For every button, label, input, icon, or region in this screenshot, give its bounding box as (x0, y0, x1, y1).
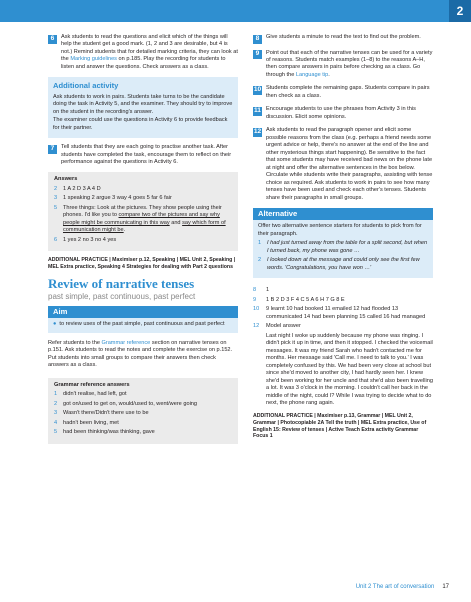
key-row (253, 323, 433, 330)
refer-paragraph (48, 340, 238, 370)
answer-row (54, 205, 232, 235)
answer-key (253, 287, 433, 407)
section-subtitle: past simple, past continuous, past perfect (48, 291, 196, 301)
answers-heading: Answers (54, 176, 78, 183)
page-footer (356, 583, 449, 591)
step-text-part: on p.185. Play the recording for students to listen and answer the questions. Check answers as a class. (61, 56, 226, 70)
key-row (253, 287, 433, 294)
answer-row (54, 186, 232, 193)
grammar-answers-box (48, 378, 238, 444)
step-text: Ask students to read the paragraph opener and elicit some possible reasons from the class (e.g. perhaps a friend needs some urgent advice or help, there's no answer at the end of the line and other mysterious things start happening). Be sensitive to the fact that some students may have received bad news on the phone late at night and offer the alternative sentences in the box below. Circulate while students write their paragraphs, assisting with tense choice as required. Ask students to work in pairs to see how many tenses have been used and check each other's tenses. Students share their paragraphs in small groups. (266, 127, 433, 201)
additional-activity-box (48, 77, 238, 138)
step-number: 10 (253, 86, 262, 94)
step-number: 9 (253, 50, 262, 59)
item-number: 1 (258, 240, 262, 247)
refer-text-part: section on narrative tenses on p.151. Ask students to read the notes and complete the exercise on p.152. Put students into small groups to compare their answers then check answers as a class. (48, 339, 233, 369)
answers-box (48, 172, 238, 251)
key-text: 1 B 2 D 3 F 4 C 5 A 6 H 7 G 8 E (266, 296, 345, 303)
step-11 (253, 106, 433, 121)
step-number: 12 (253, 127, 262, 135)
step-text-part: Point out that each of the narrative tenses can be used for a variety of reasons. Students match examples (1–8) to the reasons A–H, then compare answers in pairs before checking as a class. Go through the (266, 49, 433, 78)
model-answer: Last night I woke up suddenly because my phone was ringing. I didn't pick it up in time, and then it stopped. I checked the voicemail messages. It was my friend Sarah who hadn't contacted me for months. Her message said 'Call me. I need to talk to you.' I was completely confused by this. We had been very close at school but since she'd moved to another city, I had hardly seen her. I knew she'd been working for her uncle and that she'd also been travelling a lot. It was 3 o'clock in the morning. I couldn't call her back in the middle of the night, could I? While I was trying to decide what to do next, the phone rang again. (266, 332, 433, 407)
additional-practice-note: ADDITIONAL PRACTICE | Maximiser p.13, Grammar | MEL Unit 2, Grammar | Photocopiable 2A Tell the truth | MEL Extra practice, Use of English 15: Review of tenses | Active Teach Extra activity Grammar Focus 1 (253, 412, 427, 440)
answer-number: 2 (54, 400, 58, 407)
step-text: Students complete the remaining gaps. Students compare in pairs then check as a class. (266, 85, 430, 99)
answer-text: didn't realise, had left, got (63, 391, 127, 398)
step-8 (253, 34, 433, 44)
answer-text-part: . (123, 227, 126, 234)
key-number: 12 (253, 323, 260, 330)
answer-text-part: Three things: Look at the pictures. They show people using their phones. I'd like you to (63, 204, 222, 219)
answer-row (54, 237, 232, 244)
grammar-reference-link[interactable]: Grammar reference (101, 339, 151, 346)
step-number: 7 (48, 145, 57, 154)
right-column (253, 34, 433, 446)
step-text: Tell students that they are each going to practise another task. After students have completed the task, encourage them to reflect on their performance against the questions in Activity 6. (61, 144, 232, 165)
key-text: 9 learnt 10 had booked 11 emailed 12 had flooded 13 communicated 14 had been planning 15 called 16 had managed (266, 306, 426, 320)
aim-box (48, 318, 238, 332)
item-text: I looked down at the message and could only see the first few words. 'Congratulations, you have won …' (267, 257, 420, 271)
answer-number: 5 (54, 429, 58, 436)
underlined-phrase: compare two of the pictures and say why people might be communicating in this way (63, 212, 220, 226)
unit-tab: 2 (449, 0, 471, 22)
answer-number: 3 (54, 195, 58, 202)
language-tip-link[interactable]: Language tip (295, 71, 329, 78)
page-number: 17 (442, 584, 449, 590)
left-column (48, 34, 238, 450)
step-number: 6 (48, 35, 57, 44)
step-text-part: . (328, 71, 330, 78)
answer-row (54, 391, 232, 398)
answer-row (54, 420, 232, 427)
aim-bullet (53, 321, 233, 328)
answer-text: 1 A 2 D 3 A 4 D (63, 185, 101, 192)
box-paragraph: Ask students to work in pairs. Students take turns to be the candidate doing the task in Activity 5, and the examiner. They should try to improve on the student in the recording's answer. (53, 93, 233, 115)
step-text: Encourage students to use the phrases from Activity 3 in this discussion. Elicit some opinions. (266, 106, 416, 120)
answer-row (54, 401, 232, 408)
section-title: Review of narrative tenses (48, 276, 195, 292)
step-text: Give students a minute to read the text to find out the problem. (266, 34, 421, 40)
step-text (61, 34, 238, 71)
answer-text: hadn't been living, met (63, 419, 119, 426)
alternative-intro: Offer two alternative sentence starters for students to pick from for their paragraph. (258, 223, 422, 237)
marking-guidelines-link[interactable]: Marking guidelines (70, 56, 117, 63)
step-6 (48, 34, 238, 71)
bullet-icon: ● (53, 321, 57, 328)
step-7 (48, 144, 238, 166)
item-text: I had just turned away from the table for a split second, but when I turned back, my phone was gone … (267, 240, 428, 254)
step-9 (253, 50, 433, 80)
answers-heading: Grammar reference answers (54, 381, 130, 388)
key-text: Model answer (266, 323, 301, 330)
answer-text: got on/used to get on, would/used to, went/were going (63, 400, 198, 407)
unit-title: Unit 2 The art of conversation (355, 584, 435, 590)
additional-practice-note: ADDITIONAL PRACTICE | Maximiser p.12, Speaking | MEL Unit 2, Speaking | MEL Extra practice, Speaking 4 Strategies for dealing with Part 2 questions (48, 257, 236, 271)
step-10 (253, 85, 433, 100)
alternative-item (258, 240, 428, 255)
answer-text: had been thinking/was thinking, gave (63, 429, 155, 436)
key-number: 8 (253, 287, 257, 294)
step-text-part: Ask students to read the questions and elicit which of the things will help the student get a good mark. (1, 2 and 3 are desirable, but 4 is not.) Remind students that for detailed marking criteria, they can look at the (61, 34, 238, 63)
alternative-heading: Alternative (253, 208, 433, 220)
answer-text-part: and (169, 219, 183, 226)
answer-number: 1 (54, 391, 58, 398)
answer-number: 4 (54, 419, 58, 426)
alternative-item (258, 257, 428, 272)
aim-text: to review uses of the past simple, past continuous and past perfect (59, 321, 225, 328)
step-number: 11 (254, 106, 261, 114)
key-row (253, 306, 433, 321)
answer-row (54, 410, 232, 417)
key-row (253, 297, 433, 304)
answer-number: 5 (54, 204, 58, 211)
answer-row (54, 429, 232, 436)
top-banner (0, 0, 471, 22)
step-number: 8 (253, 35, 262, 44)
refer-text-part: Refer students to the (48, 339, 102, 346)
answer-row (54, 195, 232, 202)
underlined-phrase: say which form of communication might be (63, 219, 226, 234)
answer-number: 3 (54, 410, 58, 417)
answer-text: Wasn't there/Didn't there use to be (63, 410, 149, 417)
aim-heading: Aim (48, 306, 238, 318)
key-number: 9 (253, 296, 257, 303)
step-text (266, 50, 433, 80)
box-heading: Additional activity (53, 81, 119, 91)
box-paragraph: The examiner could use the questions in Activity 6 to provide feedback for their partner. (53, 117, 228, 131)
answer-text: 1 yes 2 no 3 no 4 yes (63, 236, 117, 243)
key-text: 1 (266, 287, 270, 294)
key-number: 10 (253, 306, 260, 313)
alternative-box (253, 220, 433, 278)
answer-text: 1 speaking 2 argue 3 way 4 goes 5 far 6 fair (63, 195, 172, 202)
step-12 (253, 127, 433, 202)
answer-number: 2 (54, 185, 58, 192)
answer-text (63, 205, 232, 235)
item-number: 2 (258, 257, 262, 264)
answer-number: 6 (54, 236, 58, 243)
